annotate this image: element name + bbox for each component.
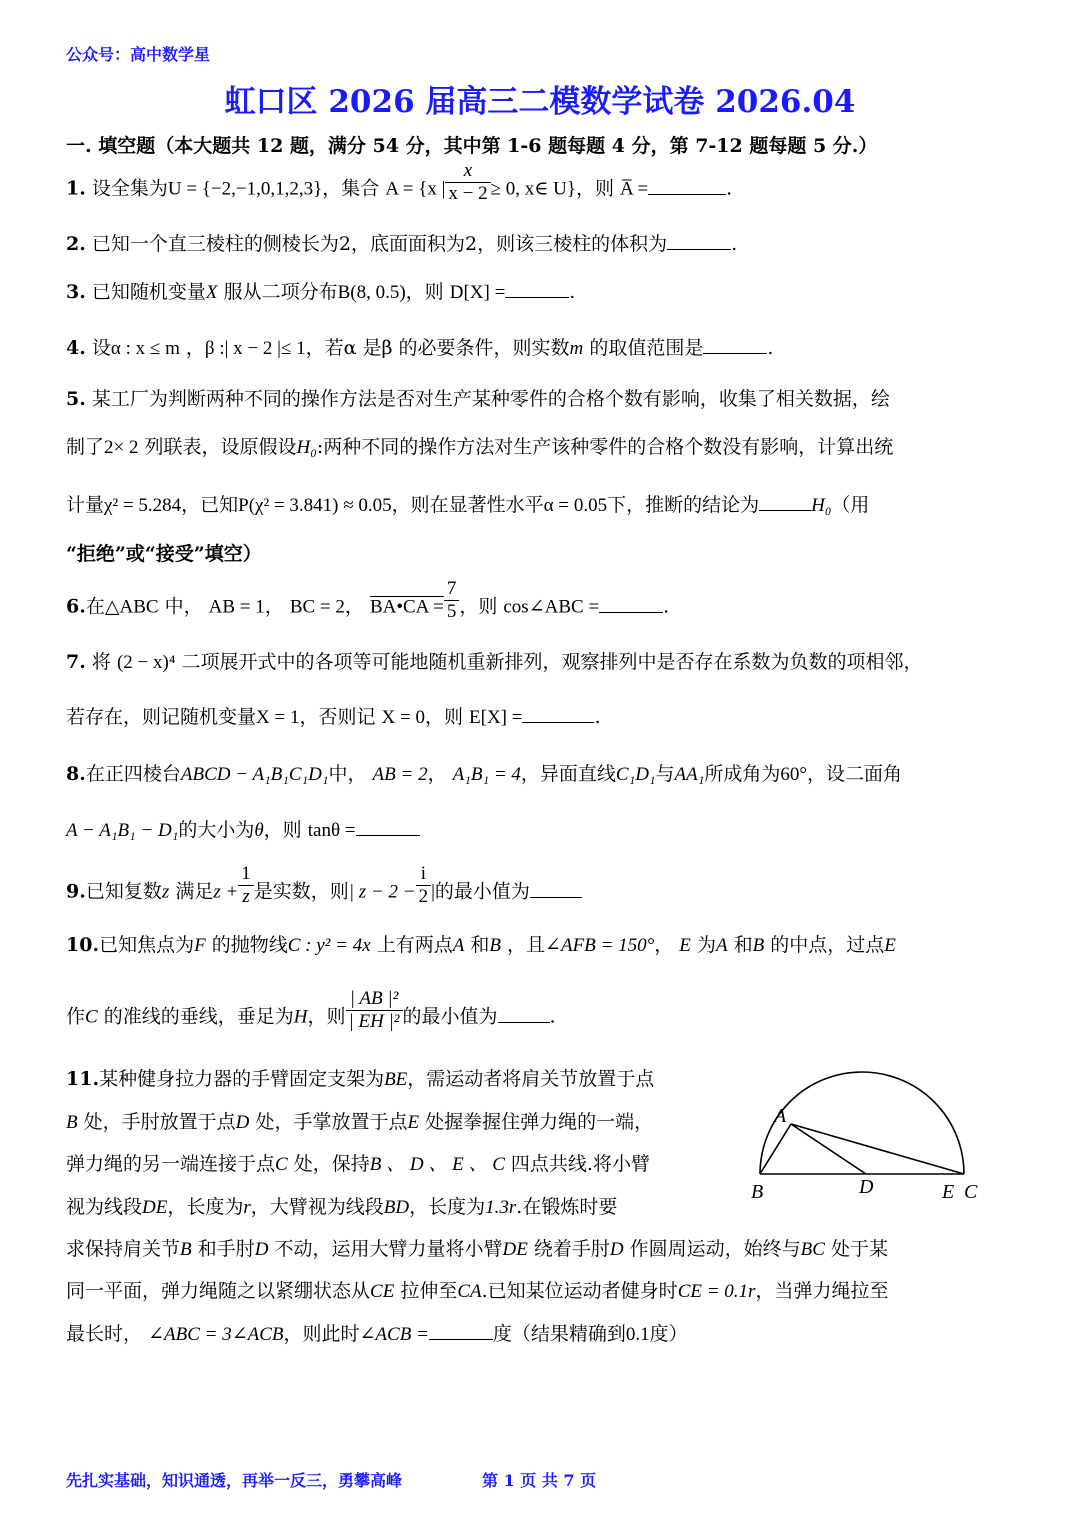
question-7-line2: 若存在，则记随机变量X = 1，否则记 X = 0，则 E[X] = . (66, 706, 601, 728)
question-11-line6: 同一平面，弹力绳随之以紧绷状态从CE 拉伸至CA.已知某位运动者健身时CE = 0.1r，当弹力绳拉至 (66, 1280, 889, 1302)
answer-blank (599, 596, 663, 613)
question-1: 1. 设全集为U = {−2,−1,0,1,2,3}，集合 A = {x | $\frac{x}{x - 2}$ ≥ 0, x∈ U}，则 A̅ = . (66, 160, 733, 204)
question-5-line3: 计量χ² = 5.284，已知P(χ² = 3.841) ≈ 0.05，则在显著性水平α = 0.05下，推断的结论为 H₀（用 (66, 494, 870, 516)
answer-blank (530, 881, 582, 898)
question-8: 8.在正四棱台ABCD − A₁B₁C₁D₁中， AB = 2， A₁B₁ = 4，异面直线C₁D₁与AA₁所成角为60°，设二面角 (66, 763, 903, 785)
label-e: E (942, 1181, 955, 1203)
question-5: 5. 某工厂为判断两种不同的操作方法是否对生产某种零件的合格个数有影响，收集了相关数据，绘 (66, 388, 890, 410)
answer-blank (429, 1323, 493, 1340)
semicircle-figure (740, 1068, 1000, 1208)
question-8-line2: A − A₁B₁ − D₁的大小为θ，则 tanθ = (66, 819, 1026, 842)
segment-ad (791, 1124, 866, 1174)
segment-ab (760, 1124, 791, 1174)
label-a: A (774, 1105, 787, 1127)
arc (760, 1072, 964, 1174)
question-11-line7: 最长时， ∠ABC = 3∠ACB，则此时∠ACB = 度（结果精确到0.1度） (66, 1323, 688, 1345)
question-5-line2: 制了2× 2 列联表，设原假设H₀:两种不同的操作方法对生产该种零件的合格个数没有影响，计算出统 (66, 436, 894, 458)
answer-blank (648, 178, 726, 195)
page-number: 第 1 页 共 7 页 (482, 1471, 597, 1490)
answer-blank (498, 1006, 550, 1023)
answer-blank (759, 494, 811, 511)
label-d: D (859, 1176, 874, 1198)
label-c: C (964, 1181, 978, 1203)
question-11-line5: 求保持肩关节B 和手肘D 不动，运用大臂力量将小臂DE 绕着手肘D 作圆周运动，始终与BC 处于某 (66, 1238, 889, 1260)
question-9: 9.已知复数z 满足z + $\frac{1}{z}$ 是实数，则| z − 2 − $\frac{i}{2}$ |的最小值为 (66, 877, 1026, 908)
footer-motto: 先扎实基础，知识通透，再举一反三，勇攀高峰 (66, 1471, 403, 1490)
question-6: 6.在△ABC 中， AB = 1， BC = 2， BA•CA = $\frac{7}{5}$ ，则 cos∠ABC = . (66, 578, 670, 622)
segment-ac (791, 1124, 964, 1174)
question-5-line4: “拒绝”或“接受”填空） (66, 543, 262, 565)
question-10: 10.已知焦点为F 的抛物线C : y² = 4x 上有两点A 和B ，且∠AFB = 150°， E 为A 和B 的中点，过点E (66, 934, 896, 956)
question-10-line2: 作C 的准线的垂线，垂足为H，则 $\frac{\text{| AB |²}}{\text{| EH |²}}$ 的最小值为 . (66, 988, 556, 1032)
question-4: 4. 设α : x ≤ m ，β :| x − 2 |≤ 1，若α 是β 的必要条件，则实数m 的取值范围是 . (66, 337, 774, 359)
question-3: 3. 已知随机变量X 服从二项分布B(8, 0.5)，则 D[X] = . (66, 281, 576, 303)
answer-blank (522, 706, 594, 723)
answer-blank (505, 281, 569, 298)
answer-blank (703, 337, 767, 354)
question-11-line2: B 处，手肘放置于点D 处，手掌放置于点E 处握拳握住弹力绳的一端， (66, 1111, 654, 1133)
question-11-line3: 弹力绳的另一端连接于点C 处，保持B 、 D 、 E 、 C 四点共线.将小臂 (66, 1153, 650, 1175)
question-11-line4: 视为线段DE，长度为r，大臂视为线段BD，长度为1.3r.在锻炼时要 (66, 1196, 618, 1218)
page-title: 虹口区 2026 届高三二模数学试卷 2026.04 (224, 84, 856, 120)
page-header: 公众号：高中数学星 (66, 45, 211, 64)
answer-blank (356, 819, 420, 836)
question-11: 11.某种健身拉力器的手臂固定支架为BE，需运动者将肩关节放置于点 (66, 1068, 655, 1090)
answer-blank (667, 233, 731, 250)
question-7: 7. 将 (2 − x)⁴ 二项展开式中的各项等可能地随机重新排列，观察排列中是否存在系数为负数的项相邻， (66, 651, 923, 673)
question-2: 2. 已知一个直三棱柱的侧棱长为2，底面面积为2，则该三棱柱的体积为 . (66, 233, 738, 255)
label-b: B (751, 1181, 764, 1203)
section-heading: 一. 填空题（本大题共 12 题，满分 54 分，其中第 1-6 题每题 4 分，第 7-12 题每题 5 分.） (66, 135, 878, 157)
